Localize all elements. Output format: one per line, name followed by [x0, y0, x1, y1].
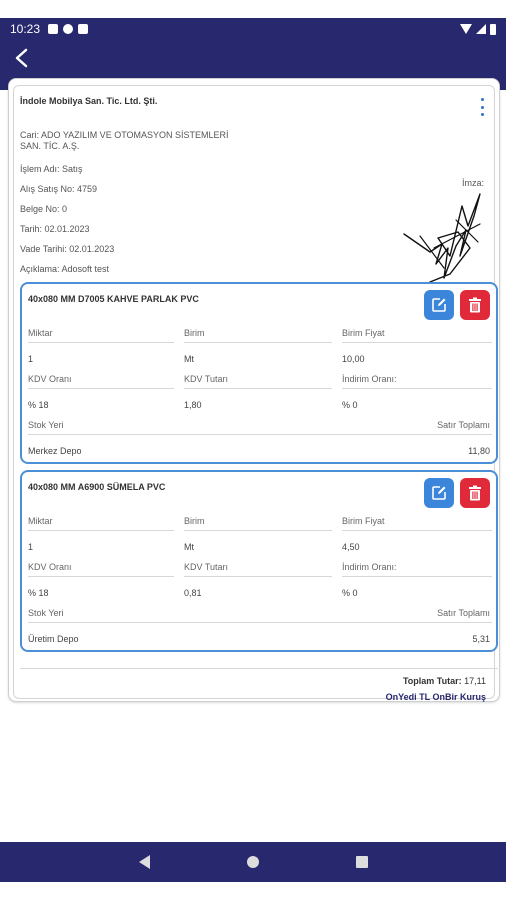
kdv-tutari-value: 0,81 — [184, 588, 202, 598]
nav-recents-icon[interactable] — [356, 856, 368, 868]
trash-icon — [468, 485, 482, 501]
kdv-tutari-value: 1,80 — [184, 400, 202, 410]
divider — [28, 530, 174, 531]
kdv-orani-value: % 18 — [28, 400, 49, 410]
divider — [184, 576, 332, 577]
belge-no: Belge No: 0 — [20, 204, 68, 214]
miktar-value: 1 — [28, 354, 34, 364]
stok-yeri-label: Stok Yeri — [28, 608, 64, 618]
battery-icon — [490, 24, 496, 35]
miktar-label: Miktar — [28, 516, 53, 526]
birim-label: Birim — [184, 516, 205, 526]
total-label: Toplam Tutar: — [402, 676, 462, 686]
signature-image — [400, 186, 486, 286]
stok-yeri-value: Üretim Depo — [28, 634, 79, 644]
total-in-words: OnYedi TL OnBir Kuruş — [385, 692, 486, 702]
satir-toplami-value: 11,80 — [468, 446, 490, 456]
islem-adi: İşlem Adı: Satış — [20, 164, 83, 174]
line-item-card — [20, 282, 498, 464]
kdv-orani-value: % 18 — [28, 588, 49, 598]
wifi-icon — [460, 24, 472, 34]
divider — [342, 342, 492, 343]
tarih: Tarih: 02.01.2023 — [20, 224, 90, 234]
divider — [28, 576, 174, 577]
kdv-tutari-label: KDV Tutarı — [184, 562, 229, 572]
signature-label: İmza: — [461, 178, 484, 188]
document-card — [8, 78, 500, 702]
cari-line-2: SAN. TİC. A.Ş. — [20, 141, 80, 151]
alis-satis-no: Alış Satış No: 4759 — [20, 184, 98, 194]
indirim-orani-value: % 0 — [342, 588, 358, 598]
indirim-orani-label: İndirim Oranı: — [342, 374, 397, 384]
divider — [28, 434, 492, 435]
company-name: İndole Mobilya San. Tic. Ltd. Şti. — [20, 96, 158, 106]
kdv-tutari-label: KDV Tutarı — [184, 374, 229, 384]
divider — [184, 342, 332, 343]
edit-item-button[interactable] — [424, 290, 454, 320]
document-inner — [13, 85, 495, 702]
more-vert-icon — [481, 98, 484, 101]
vade-tarihi: Vade Tarihi: 02.01.2023 — [20, 244, 115, 254]
nav-back-icon[interactable] — [139, 855, 150, 869]
kdv-orani-label: KDV Oranı — [28, 374, 72, 384]
birim-fiyat-value: 4,50 — [342, 542, 360, 552]
divider — [342, 576, 492, 577]
indirim-orani-label: İndirim Oranı: — [342, 562, 397, 572]
stok-yeri-label: Stok Yeri — [28, 420, 64, 430]
miktar-label: Miktar — [28, 328, 53, 338]
birim-label: Birim — [184, 328, 205, 338]
stok-yeri-value: Merkez Depo — [28, 446, 82, 456]
divider — [342, 388, 492, 389]
notification-icon — [48, 24, 58, 34]
edit-icon — [431, 297, 447, 313]
kdv-orani-label: KDV Oranı — [28, 562, 72, 572]
back-button[interactable] — [6, 42, 38, 74]
signal-icon — [476, 24, 486, 34]
more-options-button[interactable] — [476, 98, 488, 116]
sim-icon — [78, 24, 88, 34]
birim-fiyat-label: Birim Fiyat — [342, 328, 385, 338]
divider — [28, 622, 492, 623]
cari-line-1: Cari: ADO YAZILIM VE OTOMASYON SİSTEMLERİ — [20, 130, 229, 140]
system-nav-bar — [0, 842, 506, 882]
arrow-left-icon — [12, 48, 32, 68]
nav-home-icon[interactable] — [247, 856, 259, 868]
status-bar — [0, 18, 506, 40]
birim-value: Mt — [184, 354, 194, 364]
status-indicators — [460, 24, 496, 35]
satir-toplami-label: Satır Toplamı — [437, 420, 490, 430]
birim-value: Mt — [184, 542, 194, 552]
divider — [184, 388, 332, 389]
app-notification-icon — [63, 24, 73, 34]
delete-item-button[interactable] — [460, 478, 490, 508]
summary-divider — [20, 668, 498, 669]
satir-toplami-value: 5,31 — [472, 634, 490, 644]
total-amount — [403, 676, 486, 686]
birim-fiyat-label: Birim Fiyat — [342, 516, 385, 526]
delete-item-button[interactable] — [460, 290, 490, 320]
divider — [342, 530, 492, 531]
divider — [28, 388, 174, 389]
line-item-card — [20, 470, 498, 652]
status-time: 10:23 — [10, 22, 41, 36]
aciklama: Açıklama: Adosoft test — [20, 264, 110, 274]
item-title: 40x080 MM A6900 SÜMELA PVC — [28, 482, 166, 492]
divider — [184, 530, 332, 531]
miktar-value: 1 — [28, 542, 34, 552]
total-value: 17,11 — [464, 676, 486, 686]
satir-toplami-label: Satır Toplamı — [437, 608, 490, 618]
divider — [28, 342, 174, 343]
item-title: 40x080 MM D7005 KAHVE PARLAK PVC — [28, 294, 199, 304]
edit-item-button[interactable] — [424, 478, 454, 508]
indirim-orani-value: % 0 — [342, 400, 358, 410]
birim-fiyat-value: 10,00 — [342, 354, 365, 364]
trash-icon — [468, 297, 482, 313]
edit-icon — [431, 485, 447, 501]
